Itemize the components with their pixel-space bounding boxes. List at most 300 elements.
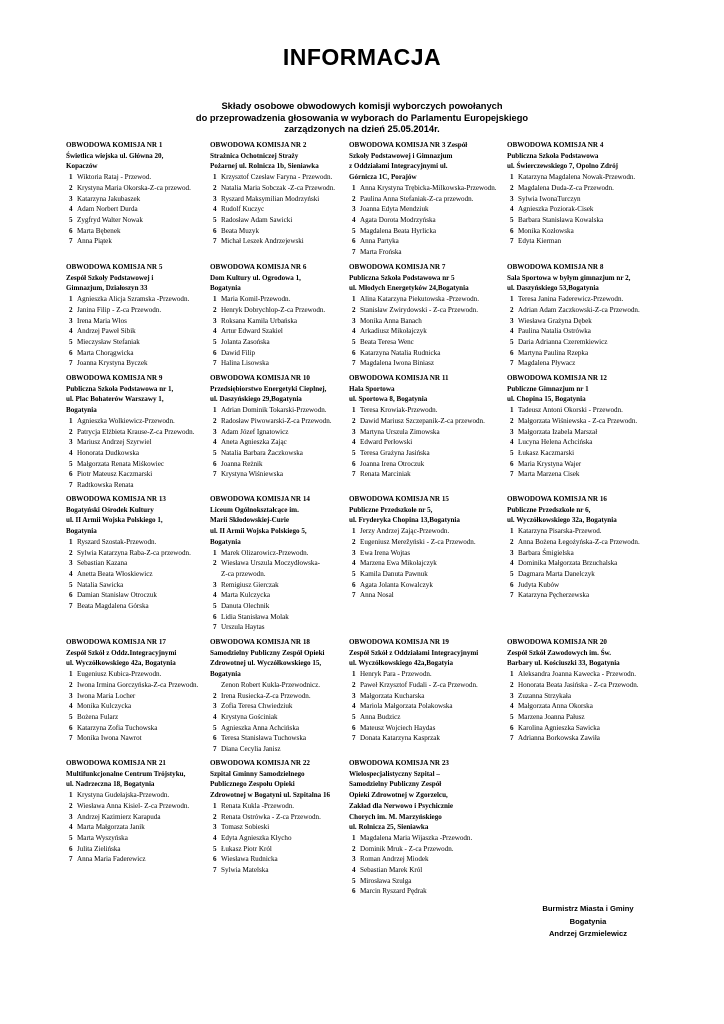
member-name: Patrycja Elżbieta Krause-Z-ca Przewodn. bbox=[77, 427, 195, 436]
commission-row bbox=[66, 758, 666, 918]
commission-address: Zespół Szkół z Oddziałami Integracyjnymi bbox=[349, 648, 479, 657]
member-item bbox=[66, 437, 216, 448]
member-number: 2 bbox=[352, 416, 356, 425]
member-name: Magdalena Beata Hyrlicka bbox=[360, 226, 437, 235]
member-number: 4 bbox=[69, 569, 73, 578]
member-name: Katarzyna Pęcherzewska bbox=[518, 591, 590, 600]
member-number: 5 bbox=[352, 569, 356, 578]
commission-title: OBWODOWA KOMISJA NR 11 bbox=[349, 374, 449, 382]
commission-address: Strażnica Ochotniczej Straży bbox=[210, 151, 299, 160]
member-name: Marta Wyszyńska bbox=[77, 833, 128, 842]
member-number: 1 bbox=[213, 295, 217, 304]
member-number: 3 bbox=[352, 427, 356, 436]
commission-block bbox=[66, 373, 216, 491]
member-number: 1 bbox=[69, 791, 73, 800]
member-name: Diana Cecylia Janisz bbox=[221, 745, 281, 754]
commission-title: OBWODOWA KOMISJA NR 20 bbox=[507, 638, 607, 646]
member-item bbox=[210, 316, 360, 327]
member-item bbox=[210, 459, 360, 470]
member-name: Paulina Anna Stefaniak-Z-ca przewodn. bbox=[360, 194, 474, 203]
member-item bbox=[210, 854, 360, 865]
member-name: Alina Katarzyna Piekutowska -Przewodn. bbox=[360, 295, 479, 304]
member-item bbox=[210, 172, 360, 183]
member-item bbox=[210, 358, 360, 369]
member-item bbox=[66, 833, 216, 844]
member-number: 1 bbox=[352, 295, 356, 304]
member-number: 6 bbox=[352, 237, 356, 246]
member-name: Marta Małgorzata Janik bbox=[77, 823, 145, 832]
commission-title: OBWODOWA KOMISJA NR 5 bbox=[66, 263, 163, 271]
member-name: Stanisław Zwirydowski - Z-ca Przewodn. bbox=[360, 305, 479, 314]
member-name: Anna Nosal bbox=[360, 591, 394, 600]
member-item bbox=[66, 337, 216, 348]
member-name: Radosław Adam Sawicki bbox=[221, 215, 293, 224]
member-item bbox=[210, 416, 360, 427]
member-name: Katarzyna Magdalena Nowak-Przewodn. bbox=[518, 173, 636, 182]
member-item bbox=[66, 723, 216, 734]
member-name: Ryszard Maksymilian Modrzyński bbox=[221, 194, 320, 203]
member-number: 7 bbox=[352, 248, 356, 257]
member-item bbox=[507, 691, 657, 702]
member-number: 6 bbox=[352, 459, 356, 468]
commission-title: OBWODOWA KOMISJA NR 1 bbox=[66, 141, 163, 149]
member-name: Maria Krystyna Wajer bbox=[518, 459, 582, 468]
member-name: Monika Kozłowska bbox=[518, 226, 574, 235]
member-item bbox=[507, 680, 657, 691]
commission-address: ul. Chopina 15, Bogatynia bbox=[507, 395, 586, 404]
page-title: INFORMACJA bbox=[282, 44, 442, 70]
member-number: 6 bbox=[69, 723, 73, 732]
subtitle-line: zarządzonych na dzień 25.05.2014r. bbox=[284, 124, 440, 134]
commission-address: Samodzielny Publiczny Zespół Opieki bbox=[210, 648, 325, 657]
member-name: Honorata Dudkowska bbox=[77, 448, 140, 457]
member-name: Natalia Maria Sobczak -Z-ca Przewodn. bbox=[221, 183, 336, 192]
member-name: Arkadiusz Mikołajczyk bbox=[360, 327, 427, 336]
member-item bbox=[210, 812, 360, 823]
member-number: 3 bbox=[510, 691, 514, 700]
member-number: 3 bbox=[69, 194, 73, 203]
member-item bbox=[66, 558, 216, 569]
member-number: 2 bbox=[69, 548, 73, 557]
member-name: Mariola Małgorzata Polakowska bbox=[360, 702, 453, 711]
member-item bbox=[66, 358, 216, 369]
commission-address: Sala Sportowa w byłym gimnazjum nr 2, bbox=[507, 273, 631, 282]
commission-address: ul. II Armii Wojska Polskiego 1, bbox=[66, 516, 163, 525]
member-name: Julita Zielińska bbox=[77, 844, 121, 853]
member-name: Honorata Beata Jasińska - Z-ca Przewodn. bbox=[518, 680, 639, 689]
member-name: Edyta Kierman bbox=[518, 237, 562, 246]
member-item bbox=[349, 405, 499, 416]
member-item bbox=[349, 448, 499, 459]
member-item bbox=[210, 580, 360, 591]
member-item bbox=[349, 712, 499, 723]
member-number: 6 bbox=[510, 580, 514, 589]
member-number: 3 bbox=[213, 702, 217, 711]
member-name: Natalia Sawicka bbox=[77, 580, 124, 589]
subtitle-line: do przeprowadzenia głosowania w wyborach do Parlamentu Europejskiego bbox=[195, 112, 529, 123]
commission-address: ul. Młodych Energetyków 24,Bogatynia bbox=[349, 284, 469, 293]
member-name: Ewa Irena Wojtas bbox=[360, 548, 411, 557]
member-name: Łukasz Kaczmarski bbox=[518, 448, 575, 457]
member-name: Agata Jolanta Kowalczyk bbox=[360, 580, 433, 589]
member-number: 6 bbox=[213, 459, 217, 468]
member-item bbox=[210, 194, 360, 205]
member-name: Edyta Agnieszka Kłycho bbox=[221, 833, 292, 842]
commission-block bbox=[210, 140, 360, 247]
member-item bbox=[507, 204, 657, 215]
member-name: Radosław Piwowarski-Z-ca Przewodn. bbox=[221, 416, 332, 425]
member-name: Wiesława Rudnicka bbox=[221, 855, 278, 864]
member-number: 5 bbox=[69, 712, 73, 721]
member-item bbox=[210, 294, 360, 305]
commission-block bbox=[66, 140, 216, 247]
member-item bbox=[210, 469, 360, 480]
member-number: 6 bbox=[510, 348, 514, 357]
member-name: Monika Kulczycka bbox=[77, 702, 132, 711]
member-name: Dawid Filip bbox=[221, 348, 256, 357]
member-number: 7 bbox=[352, 591, 356, 600]
commission-address: Publicznego Zespołu Opieki bbox=[210, 780, 295, 789]
member-number: 3 bbox=[213, 427, 217, 436]
commission-address: ul. Daszyńskiego 53,Bogatynia bbox=[507, 284, 599, 293]
commission-address: Publiczne Przedszkole nr 5, bbox=[349, 505, 433, 514]
commission-row bbox=[66, 262, 666, 373]
member-item bbox=[66, 236, 216, 247]
commission-block bbox=[507, 140, 657, 247]
member-name: Andrzej Paweł Sibik bbox=[77, 327, 136, 336]
commission-block bbox=[349, 637, 499, 744]
member-name: Tomasz Sobieski bbox=[221, 823, 270, 832]
member-item bbox=[507, 337, 657, 348]
member-name: Adrian Adam Zaczkowski-Z-ca Przewodn. bbox=[518, 305, 640, 314]
commission-address: Publiczne Przedszkole nr 6, bbox=[507, 505, 591, 514]
member-number: 7 bbox=[69, 359, 73, 368]
member-number: 6 bbox=[213, 612, 217, 621]
member-item bbox=[349, 854, 499, 865]
member-name: Paulina Natalia Ostrówka bbox=[518, 327, 591, 336]
member-item bbox=[66, 326, 216, 337]
member-name: Teresa Grażyna Jasińska bbox=[360, 448, 430, 457]
commission-address: Dom Kultury ul. Ogrodowa 1, bbox=[210, 273, 301, 282]
member-name: Rudolf Kuczyc bbox=[221, 205, 265, 214]
member-number: 4 bbox=[69, 823, 73, 832]
member-item bbox=[66, 480, 216, 491]
commission-title: OBWODOWA KOMISJA NR 2 bbox=[210, 141, 307, 149]
commission-address: Bogatynia bbox=[210, 537, 241, 546]
member-name: Magdalena Maria Wijaszka -Przewodn. bbox=[360, 833, 473, 842]
member-number: 3 bbox=[352, 205, 356, 214]
member-name: Teresa Stanisława Tuchowska bbox=[221, 734, 307, 743]
member-number: 6 bbox=[69, 348, 73, 357]
member-name: Adam Józef Ignatowicz bbox=[221, 427, 289, 436]
member-name: Małgorzata Izabela Marszał bbox=[518, 427, 598, 436]
member-number: 5 bbox=[352, 876, 356, 885]
member-item bbox=[349, 416, 499, 427]
member-item bbox=[349, 680, 499, 691]
member-item bbox=[66, 204, 216, 215]
member-number: 2 bbox=[352, 537, 356, 546]
member-name: Teresa Janina Faderewicz-Przewodn. bbox=[518, 295, 624, 304]
member-item bbox=[507, 548, 657, 559]
member-number: 2 bbox=[213, 691, 217, 700]
member-name: Irena Maria Włos bbox=[77, 316, 127, 325]
member-number: 4 bbox=[213, 833, 217, 842]
member-name: Agata Dorota Modrzyńska bbox=[360, 215, 436, 224]
member-name: Monika Anna Banach bbox=[360, 316, 422, 325]
member-name: Marta Marzena Cisek bbox=[518, 470, 580, 479]
member-name: Wiesława Anna Kisiel- Z-ca Przewodn. bbox=[77, 801, 190, 810]
commission-address: Publiczna Szkoła Podstawowa nr 1, bbox=[66, 384, 174, 393]
member-item bbox=[507, 416, 657, 427]
member-item bbox=[210, 558, 360, 569]
member-item bbox=[507, 358, 657, 369]
member-name: Marta Bębenek bbox=[77, 226, 121, 235]
member-number: 2 bbox=[510, 305, 514, 314]
member-name: Agnieszka Wolkiewicz-Przewodn. bbox=[77, 416, 175, 425]
member-name: Monika Iwona Nawrot bbox=[77, 734, 142, 743]
member-item bbox=[66, 691, 216, 702]
member-number: 4 bbox=[510, 205, 514, 214]
member-number: 1 bbox=[510, 295, 514, 304]
member-item bbox=[66, 854, 216, 865]
member-name: Krystyna Gudełajska-Przewodn. bbox=[77, 791, 170, 800]
member-name: Adrian Dominik Tokarski-Przewodn. bbox=[221, 406, 327, 415]
commission-title: OBWODOWA KOMISJA NR 12 bbox=[507, 374, 607, 382]
member-name: Adam Norbert Durda bbox=[77, 205, 138, 214]
member-item bbox=[210, 437, 360, 448]
member-number: 7 bbox=[510, 591, 514, 600]
member-name: Anna Budzicz bbox=[360, 712, 401, 721]
member-name: Tadeusz Antoni Okorski - Przewodn. bbox=[518, 406, 623, 415]
member-item bbox=[349, 669, 499, 680]
commission-title: OBWODOWA KOMISJA NR 10 bbox=[210, 374, 310, 382]
member-number: 1 bbox=[510, 527, 514, 536]
member-name: Judyta Kubów bbox=[518, 580, 560, 589]
member-item bbox=[66, 172, 216, 183]
member-number: 1 bbox=[352, 670, 356, 679]
member-item bbox=[66, 569, 216, 580]
member-name: Marek Olizarowicz-Przewodn. bbox=[221, 548, 309, 557]
member-item bbox=[210, 448, 360, 459]
member-number: 3 bbox=[352, 548, 356, 557]
member-item bbox=[349, 701, 499, 712]
member-item bbox=[507, 469, 657, 480]
member-item bbox=[66, 305, 216, 316]
member-name: Katarzyna Natalia Rudnicka bbox=[360, 348, 441, 357]
member-item bbox=[210, 548, 360, 559]
member-number: 6 bbox=[510, 226, 514, 235]
member-name: Wiktoria Rataj - Przewod. bbox=[77, 173, 152, 182]
commission-address: Opieki Zdrowotnej w Zgorzelcu, bbox=[349, 791, 448, 800]
commission-address: ul. Fryderyka Chopina 13,Bogatynia bbox=[349, 516, 460, 525]
member-name: Małgorzata Wiśniewska - Z-ca Przewodn. bbox=[518, 416, 638, 425]
member-item bbox=[349, 691, 499, 702]
commission-title: OBWODOWA KOMISJA NR 6 bbox=[210, 263, 307, 271]
member-item bbox=[349, 469, 499, 480]
member-name: Aneta Agnieszka Zając bbox=[221, 438, 287, 447]
member-name: Dominik Mruk - Z-ca Przewodn. bbox=[360, 844, 454, 853]
commission-address: Liceum Ogólnokształcące im. bbox=[210, 505, 299, 514]
member-name: Danuta Olechnik bbox=[221, 602, 270, 611]
commission-title: OBWODOWA KOMISJA NR 21 bbox=[66, 759, 166, 767]
commission-row bbox=[66, 494, 666, 637]
member-item bbox=[349, 316, 499, 327]
member-name: Adrianna Borkowska Zawiła bbox=[518, 734, 600, 743]
member-number: 4 bbox=[69, 702, 73, 711]
member-item bbox=[507, 183, 657, 194]
commission-block bbox=[349, 373, 499, 480]
commission-address: Publiczne Gimnazjum nr 1 bbox=[507, 384, 589, 393]
member-name: Wiesława Grażyna Dębek bbox=[518, 316, 592, 325]
member-item bbox=[507, 569, 657, 580]
member-name: Joanna Irena Otroczuk bbox=[360, 459, 425, 468]
member-number: 3 bbox=[69, 559, 73, 568]
member-item bbox=[66, 194, 216, 205]
member-item bbox=[210, 183, 360, 194]
commission-address: ul. II Armii Wojska Polskiego 5, bbox=[210, 527, 307, 536]
member-number: 2 bbox=[213, 812, 217, 821]
signature-line: Bogatynia bbox=[569, 916, 607, 926]
member-item bbox=[349, 348, 499, 359]
commission-row bbox=[66, 373, 666, 494]
member-item bbox=[507, 194, 657, 205]
member-number: 3 bbox=[213, 194, 217, 203]
member-number: 1 bbox=[69, 537, 73, 546]
member-item bbox=[66, 459, 216, 470]
member-number: 1 bbox=[213, 406, 217, 415]
member-item bbox=[507, 590, 657, 601]
member-name: Iwona Irmina Gorczyńska-Z-ca Przewodn. bbox=[77, 680, 199, 689]
member-number: 5 bbox=[510, 712, 514, 721]
member-name: Joanna Edyta Mendziuk bbox=[360, 205, 429, 214]
member-number: 5 bbox=[213, 215, 217, 224]
member-name: Paweł Krzysztof Fudali - Z-ca Przewodn. bbox=[360, 680, 478, 689]
commission-address: Szpital Gminny Samodzielnego bbox=[210, 769, 305, 778]
member-item bbox=[507, 316, 657, 327]
member-name: Barbara Stanisława Kowalska bbox=[518, 215, 604, 224]
member-name: Iwona Maria Locher bbox=[77, 691, 136, 700]
member-number: 4 bbox=[213, 591, 217, 600]
member-name: Bożena Fularz bbox=[77, 712, 119, 721]
member-name: Urszula Haytas bbox=[221, 623, 265, 632]
member-number: 4 bbox=[213, 712, 217, 721]
member-number: 3 bbox=[69, 316, 73, 325]
member-name: Henryk Dobrychlop-Z-ca Przewodn. bbox=[221, 305, 326, 314]
member-name: Sylwia IwonaTurczyn bbox=[518, 194, 581, 203]
member-name: Magdalena Duda-Z-ca Przewodn. bbox=[518, 183, 614, 192]
member-number: 5 bbox=[69, 833, 73, 842]
member-name: Natalia Barbara Żaczkowska bbox=[221, 448, 303, 457]
member-name: Irena Rusiecka-Z-ca Przewodn. bbox=[221, 691, 311, 700]
member-item bbox=[507, 236, 657, 247]
member-name: Agnieszka Alicja Szramska -Przewodn. bbox=[77, 295, 190, 304]
commission-address: ul. Nadrzeczna 18, Bogatynia bbox=[66, 780, 155, 789]
member-number: 1 bbox=[510, 173, 514, 182]
member-item bbox=[210, 612, 360, 623]
member-name: Andrzej Kazimierz Karapuda bbox=[77, 812, 161, 821]
commission-address: Szkoły Podstawowej i Gimnazjum bbox=[349, 151, 453, 160]
subtitle bbox=[140, 101, 584, 136]
member-name: Maria Komil-Przewodn. bbox=[221, 295, 291, 304]
member-item bbox=[507, 226, 657, 237]
member-name: Zuzanna Strzykała bbox=[518, 691, 571, 700]
member-number: 4 bbox=[352, 559, 356, 568]
member-number: 4 bbox=[352, 438, 356, 447]
member-number: 1 bbox=[69, 416, 73, 425]
commission-address: ul. Wyczółkowskiego 32a, Bogatynia bbox=[507, 516, 617, 525]
member-item bbox=[349, 723, 499, 734]
member-name: Artur Edward Szakiel bbox=[221, 327, 283, 336]
member-number: 6 bbox=[213, 348, 217, 357]
commission-address: ul. Wyczółkowskiego 42a,Bogatyia bbox=[349, 659, 454, 668]
member-name: Dagmara Marta Danelczyk bbox=[518, 569, 595, 578]
member-item bbox=[507, 172, 657, 183]
member-number: 1 bbox=[352, 833, 356, 842]
member-name: Martyna Urszula Zimowska bbox=[360, 427, 440, 436]
member-name: Roksana Kamila Urbańska bbox=[221, 316, 298, 325]
commission-block bbox=[349, 262, 499, 369]
member-number: 6 bbox=[69, 844, 73, 853]
member-item bbox=[66, 580, 216, 591]
member-number: 1 bbox=[352, 527, 356, 536]
member-number: 3 bbox=[510, 194, 514, 203]
member-name: Halina Lisowska bbox=[221, 359, 269, 368]
member-item bbox=[66, 448, 216, 459]
member-item bbox=[507, 326, 657, 337]
member-number: 4 bbox=[69, 448, 73, 457]
member-name: Beata Magdalena Górska bbox=[77, 602, 149, 611]
commission-title: OBWODOWA KOMISJA NR 17 bbox=[66, 638, 166, 646]
member-name: Damian Stanisław Otroczuk bbox=[77, 591, 157, 600]
member-number: 3 bbox=[510, 548, 514, 557]
member-number: 2 bbox=[213, 416, 217, 425]
member-number: 6 bbox=[352, 887, 356, 896]
member-number: 5 bbox=[69, 580, 73, 589]
member-number: 5 bbox=[352, 337, 356, 346]
member-item bbox=[66, 469, 216, 480]
member-number: 3 bbox=[510, 427, 514, 436]
commission-address: Bogatynia bbox=[210, 284, 241, 293]
member-item bbox=[349, 247, 499, 258]
member-name: Katarzyna Jakubaszek bbox=[77, 194, 141, 203]
member-number: 3 bbox=[69, 438, 73, 447]
member-item bbox=[507, 537, 657, 548]
member-name: Sylwia Matelska bbox=[221, 866, 269, 875]
member-number: 4 bbox=[352, 866, 356, 875]
member-item bbox=[507, 437, 657, 448]
member-item bbox=[66, 294, 216, 305]
commission-block bbox=[507, 262, 657, 369]
member-number: 5 bbox=[213, 448, 217, 457]
member-name: Renata Marciniak bbox=[360, 470, 411, 479]
commission-block bbox=[349, 758, 499, 897]
commission-address: ul. Wyczółkowskiego 42a, Bogatynia bbox=[66, 659, 176, 668]
member-name: Zofia Teresa Chwiedziuk bbox=[221, 702, 293, 711]
member-item bbox=[210, 326, 360, 337]
member-number: 6 bbox=[69, 226, 73, 235]
member-number: 4 bbox=[352, 327, 356, 336]
member-item bbox=[349, 865, 499, 876]
member-item bbox=[66, 822, 216, 833]
member-number: 5 bbox=[510, 215, 514, 224]
commission-block bbox=[66, 637, 216, 744]
commission-address: Zdrowotnej w Bogatyni ul. Szpitalna 16 bbox=[210, 791, 331, 800]
member-item bbox=[507, 305, 657, 316]
member-number: 2 bbox=[352, 194, 356, 203]
member-number: 3 bbox=[69, 691, 73, 700]
member-item bbox=[210, 833, 360, 844]
member-number: 7 bbox=[352, 734, 356, 743]
